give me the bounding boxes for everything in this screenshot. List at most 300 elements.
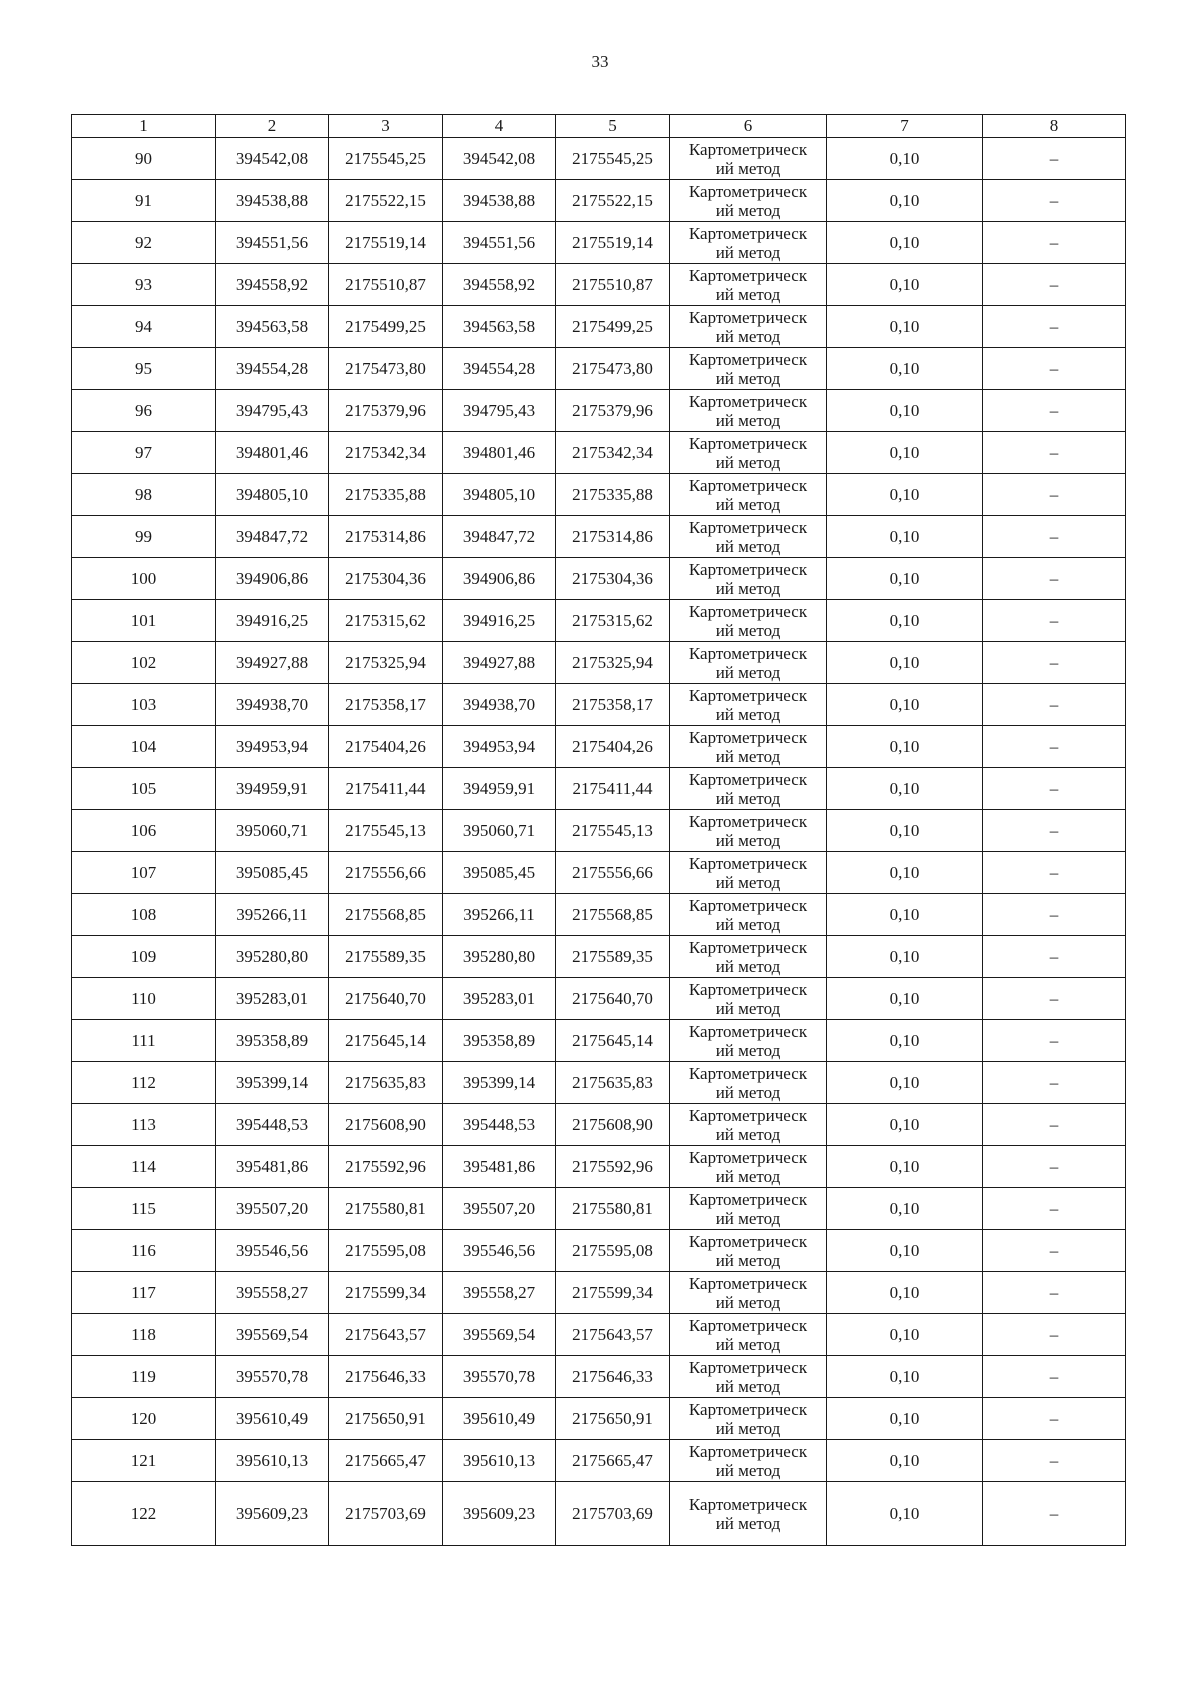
method-line: Картометрическ xyxy=(688,1231,808,1251)
point-number-cell: 109 xyxy=(72,936,216,978)
y-refined-cell: 2175510,87 xyxy=(556,264,670,306)
x-existing-cell: 394801,46 xyxy=(216,432,329,474)
method-line: Картометрическ xyxy=(688,391,808,411)
method-line: Картометрическ xyxy=(688,1147,808,1167)
method-line: Картометрическ xyxy=(688,1063,808,1083)
x-existing-cell: 394906,86 xyxy=(216,558,329,600)
point-number-cell: 120 xyxy=(72,1398,216,1440)
x-refined-cell: 394795,43 xyxy=(443,390,556,432)
x-existing-cell: 394795,43 xyxy=(216,390,329,432)
note-cell: – xyxy=(983,180,1126,222)
x-existing-cell: 394538,88 xyxy=(216,180,329,222)
method-cell xyxy=(670,1314,827,1356)
table-row xyxy=(72,1020,1126,1062)
accuracy-cell: 0,10 xyxy=(827,852,983,894)
column-header: 7 xyxy=(827,115,983,138)
method-line: Картометрическ xyxy=(688,139,808,159)
x-refined-cell: 394927,88 xyxy=(443,642,556,684)
column-header: 4 xyxy=(443,115,556,138)
x-existing-cell: 395609,23 xyxy=(216,1482,329,1546)
method-line: Картометрическ xyxy=(688,181,808,201)
x-existing-cell: 395266,11 xyxy=(216,894,329,936)
method-line: ий метод xyxy=(715,956,781,976)
y-existing-cell: 2175545,13 xyxy=(329,810,443,852)
point-number-cell: 92 xyxy=(72,222,216,264)
method-line: ий метод xyxy=(715,662,781,682)
accuracy-cell: 0,10 xyxy=(827,1398,983,1440)
note-cell: – xyxy=(983,1230,1126,1272)
x-refined-cell: 395448,53 xyxy=(443,1104,556,1146)
accuracy-cell: 0,10 xyxy=(827,1314,983,1356)
table-row xyxy=(72,1272,1126,1314)
note-cell: – xyxy=(983,1272,1126,1314)
y-existing-cell: 2175335,88 xyxy=(329,474,443,516)
method-cell xyxy=(670,894,827,936)
point-number-cell: 90 xyxy=(72,138,216,180)
method-line: ий метод xyxy=(715,704,781,724)
method-line: Картометрическ xyxy=(688,265,808,285)
y-refined-cell: 2175592,96 xyxy=(556,1146,670,1188)
x-existing-cell: 394916,25 xyxy=(216,600,329,642)
note-cell: – xyxy=(983,1020,1126,1062)
accuracy-cell: 0,10 xyxy=(827,684,983,726)
method-line: ий метод xyxy=(715,1460,781,1480)
y-refined-cell: 2175580,81 xyxy=(556,1188,670,1230)
table-row xyxy=(72,264,1126,306)
x-existing-cell: 395399,14 xyxy=(216,1062,329,1104)
x-existing-cell: 395280,80 xyxy=(216,936,329,978)
y-refined-cell: 2175358,17 xyxy=(556,684,670,726)
method-line: ий метод xyxy=(715,830,781,850)
method-line: ий метод xyxy=(715,494,781,514)
method-line: ий метод xyxy=(715,326,781,346)
method-line: Картометрическ xyxy=(688,601,808,621)
note-cell: – xyxy=(983,138,1126,180)
point-number-cell: 112 xyxy=(72,1062,216,1104)
y-refined-cell: 2175608,90 xyxy=(556,1104,670,1146)
method-line: ий метод xyxy=(715,578,781,598)
x-existing-cell: 395546,56 xyxy=(216,1230,329,1272)
method-line: ий метод xyxy=(715,368,781,388)
method-line: Картометрическ xyxy=(688,1189,808,1209)
point-number-cell: 117 xyxy=(72,1272,216,1314)
table-row xyxy=(72,306,1126,348)
table-row xyxy=(72,894,1126,936)
note-cell: – xyxy=(983,600,1126,642)
point-number-cell: 93 xyxy=(72,264,216,306)
accuracy-cell: 0,10 xyxy=(827,936,983,978)
note-cell: – xyxy=(983,264,1126,306)
y-existing-cell: 2175411,44 xyxy=(329,768,443,810)
method-cell xyxy=(670,978,827,1020)
column-header: 8 xyxy=(983,115,1126,138)
x-refined-cell: 394558,92 xyxy=(443,264,556,306)
accuracy-cell: 0,10 xyxy=(827,1188,983,1230)
note-cell: – xyxy=(983,726,1126,768)
y-refined-cell: 2175314,86 xyxy=(556,516,670,558)
method-cell xyxy=(670,138,827,180)
x-existing-cell: 394554,28 xyxy=(216,348,329,390)
x-existing-cell: 395507,20 xyxy=(216,1188,329,1230)
accuracy-cell: 0,10 xyxy=(827,1020,983,1062)
method-cell xyxy=(670,180,827,222)
table-row xyxy=(72,1356,1126,1398)
note-cell: – xyxy=(983,642,1126,684)
column-header: 1 xyxy=(72,115,216,138)
note-cell: – xyxy=(983,936,1126,978)
method-line: Картометрическ xyxy=(688,349,808,369)
x-existing-cell: 394551,56 xyxy=(216,222,329,264)
table-row xyxy=(72,180,1126,222)
table-row xyxy=(72,810,1126,852)
note-cell: – xyxy=(983,222,1126,264)
x-refined-cell: 394938,70 xyxy=(443,684,556,726)
y-existing-cell: 2175645,14 xyxy=(329,1020,443,1062)
note-cell: – xyxy=(983,1104,1126,1146)
y-refined-cell: 2175703,69 xyxy=(556,1482,670,1546)
table-row xyxy=(72,432,1126,474)
point-number-cell: 106 xyxy=(72,810,216,852)
method-line: Картометрическ xyxy=(688,979,808,999)
x-refined-cell: 395085,45 xyxy=(443,852,556,894)
x-existing-cell: 394938,70 xyxy=(216,684,329,726)
x-refined-cell: 395280,80 xyxy=(443,936,556,978)
point-number-cell: 122 xyxy=(72,1482,216,1546)
accuracy-cell: 0,10 xyxy=(827,894,983,936)
y-existing-cell: 2175589,35 xyxy=(329,936,443,978)
x-existing-cell: 395610,13 xyxy=(216,1440,329,1482)
y-refined-cell: 2175545,25 xyxy=(556,138,670,180)
y-refined-cell: 2175304,36 xyxy=(556,558,670,600)
y-refined-cell: 2175315,62 xyxy=(556,600,670,642)
accuracy-cell: 0,10 xyxy=(827,1104,983,1146)
y-refined-cell: 2175665,47 xyxy=(556,1440,670,1482)
y-existing-cell: 2175646,33 xyxy=(329,1356,443,1398)
note-cell: – xyxy=(983,432,1126,474)
point-number-cell: 104 xyxy=(72,726,216,768)
column-header: 5 xyxy=(556,115,670,138)
x-refined-cell: 394554,28 xyxy=(443,348,556,390)
method-cell xyxy=(670,726,827,768)
x-existing-cell: 395448,53 xyxy=(216,1104,329,1146)
method-line: Картометрическ xyxy=(688,1441,808,1461)
method-line: ий метод xyxy=(715,1376,781,1396)
accuracy-cell: 0,10 xyxy=(827,1440,983,1482)
y-refined-cell: 2175568,85 xyxy=(556,894,670,936)
point-number-cell: 96 xyxy=(72,390,216,432)
note-cell: – xyxy=(983,978,1126,1020)
accuracy-cell: 0,10 xyxy=(827,1230,983,1272)
y-existing-cell: 2175325,94 xyxy=(329,642,443,684)
y-existing-cell: 2175592,96 xyxy=(329,1146,443,1188)
column-header: 6 xyxy=(670,115,827,138)
method-line: ий метод xyxy=(715,788,781,808)
table-row xyxy=(72,1398,1126,1440)
coordinates-table xyxy=(71,114,1126,1546)
table-row xyxy=(72,348,1126,390)
y-refined-cell: 2175545,13 xyxy=(556,810,670,852)
x-refined-cell: 395570,78 xyxy=(443,1356,556,1398)
method-line: Картометрическ xyxy=(688,475,808,495)
accuracy-cell: 0,10 xyxy=(827,726,983,768)
table-row xyxy=(72,600,1126,642)
accuracy-cell: 0,10 xyxy=(827,1272,983,1314)
method-line: ий метод xyxy=(715,284,781,304)
x-refined-cell: 395609,23 xyxy=(443,1482,556,1546)
method-line: ий метод xyxy=(715,1250,781,1270)
method-cell xyxy=(670,1398,827,1440)
y-existing-cell: 2175499,25 xyxy=(329,306,443,348)
method-cell xyxy=(670,1440,827,1482)
point-number-cell: 103 xyxy=(72,684,216,726)
y-existing-cell: 2175519,14 xyxy=(329,222,443,264)
x-refined-cell: 394801,46 xyxy=(443,432,556,474)
accuracy-cell: 0,10 xyxy=(827,474,983,516)
method-line: Картометрическ xyxy=(688,895,808,915)
note-cell: – xyxy=(983,558,1126,600)
point-number-cell: 111 xyxy=(72,1020,216,1062)
method-cell xyxy=(670,936,827,978)
accuracy-cell: 0,10 xyxy=(827,180,983,222)
y-refined-cell: 2175411,44 xyxy=(556,768,670,810)
note-cell: – xyxy=(983,1188,1126,1230)
y-refined-cell: 2175599,34 xyxy=(556,1272,670,1314)
x-refined-cell: 395399,14 xyxy=(443,1062,556,1104)
method-line: ий метод xyxy=(715,200,781,220)
method-cell xyxy=(670,1272,827,1314)
point-number-cell: 95 xyxy=(72,348,216,390)
note-cell: – xyxy=(983,1314,1126,1356)
y-existing-cell: 2175665,47 xyxy=(329,1440,443,1482)
x-refined-cell: 395283,01 xyxy=(443,978,556,1020)
note-cell: – xyxy=(983,1398,1126,1440)
method-line: Картометрическ xyxy=(688,1494,808,1514)
y-refined-cell: 2175522,15 xyxy=(556,180,670,222)
method-cell xyxy=(670,1188,827,1230)
point-number-cell: 108 xyxy=(72,894,216,936)
method-cell xyxy=(670,1020,827,1062)
accuracy-cell: 0,10 xyxy=(827,1356,983,1398)
accuracy-cell: 0,10 xyxy=(827,1482,983,1546)
method-line: ий метод xyxy=(715,1292,781,1312)
method-line: Картометрическ xyxy=(688,643,808,663)
accuracy-cell: 0,10 xyxy=(827,600,983,642)
y-existing-cell: 2175640,70 xyxy=(329,978,443,1020)
y-existing-cell: 2175635,83 xyxy=(329,1062,443,1104)
x-refined-cell: 394805,10 xyxy=(443,474,556,516)
method-line: ий метод xyxy=(715,914,781,934)
method-line: ий метод xyxy=(715,452,781,472)
note-cell: – xyxy=(983,1146,1126,1188)
method-cell xyxy=(670,432,827,474)
x-existing-cell: 394558,92 xyxy=(216,264,329,306)
x-refined-cell: 394538,88 xyxy=(443,180,556,222)
accuracy-cell: 0,10 xyxy=(827,138,983,180)
method-cell xyxy=(670,684,827,726)
method-line: Картометрическ xyxy=(688,1399,808,1419)
y-existing-cell: 2175595,08 xyxy=(329,1230,443,1272)
point-number-cell: 114 xyxy=(72,1146,216,1188)
x-refined-cell: 395546,56 xyxy=(443,1230,556,1272)
x-existing-cell: 395569,54 xyxy=(216,1314,329,1356)
y-refined-cell: 2175645,14 xyxy=(556,1020,670,1062)
y-existing-cell: 2175556,66 xyxy=(329,852,443,894)
note-cell: – xyxy=(983,1356,1126,1398)
table-row xyxy=(72,852,1126,894)
method-line: ий метод xyxy=(715,620,781,640)
table-row xyxy=(72,1188,1126,1230)
y-existing-cell: 2175315,62 xyxy=(329,600,443,642)
x-existing-cell: 394847,72 xyxy=(216,516,329,558)
y-refined-cell: 2175325,94 xyxy=(556,642,670,684)
y-refined-cell: 2175556,66 xyxy=(556,852,670,894)
y-existing-cell: 2175404,26 xyxy=(329,726,443,768)
method-line: Картометрическ xyxy=(688,1357,808,1377)
y-existing-cell: 2175358,17 xyxy=(329,684,443,726)
point-number-cell: 98 xyxy=(72,474,216,516)
method-line: Картометрическ xyxy=(688,1273,808,1293)
y-existing-cell: 2175342,34 xyxy=(329,432,443,474)
point-number-cell: 94 xyxy=(72,306,216,348)
method-cell xyxy=(670,1062,827,1104)
x-existing-cell: 395610,49 xyxy=(216,1398,329,1440)
accuracy-cell: 0,10 xyxy=(827,516,983,558)
method-cell xyxy=(670,1146,827,1188)
method-line: ий метод xyxy=(715,1334,781,1354)
x-existing-cell: 395283,01 xyxy=(216,978,329,1020)
point-number-cell: 102 xyxy=(72,642,216,684)
method-line: Картометрическ xyxy=(688,1315,808,1335)
note-cell: – xyxy=(983,768,1126,810)
x-refined-cell: 395266,11 xyxy=(443,894,556,936)
y-refined-cell: 2175342,34 xyxy=(556,432,670,474)
note-cell: – xyxy=(983,306,1126,348)
method-line: Картометрическ xyxy=(688,559,808,579)
method-cell xyxy=(670,1482,827,1546)
y-existing-cell: 2175522,15 xyxy=(329,180,443,222)
accuracy-cell: 0,10 xyxy=(827,264,983,306)
y-refined-cell: 2175519,14 xyxy=(556,222,670,264)
method-line: ий метод xyxy=(715,536,781,556)
method-line: Картометрическ xyxy=(688,307,808,327)
method-line: Картометрическ xyxy=(688,223,808,243)
x-refined-cell: 394916,25 xyxy=(443,600,556,642)
x-refined-cell: 395558,27 xyxy=(443,1272,556,1314)
column-header: 3 xyxy=(329,115,443,138)
x-existing-cell: 395358,89 xyxy=(216,1020,329,1062)
table-header-row xyxy=(72,115,1126,138)
method-line: Картометрическ xyxy=(688,1105,808,1125)
y-refined-cell: 2175404,26 xyxy=(556,726,670,768)
method-line: Картометрическ xyxy=(688,811,808,831)
point-number-cell: 110 xyxy=(72,978,216,1020)
y-refined-cell: 2175335,88 xyxy=(556,474,670,516)
y-existing-cell: 2175473,80 xyxy=(329,348,443,390)
accuracy-cell: 0,10 xyxy=(827,306,983,348)
accuracy-cell: 0,10 xyxy=(827,1062,983,1104)
y-refined-cell: 2175473,80 xyxy=(556,348,670,390)
table-row xyxy=(72,516,1126,558)
method-line: ий метод xyxy=(715,242,781,262)
y-refined-cell: 2175646,33 xyxy=(556,1356,670,1398)
method-line: Картометрическ xyxy=(688,685,808,705)
method-cell xyxy=(670,348,827,390)
method-line: Картометрическ xyxy=(688,769,808,789)
method-cell xyxy=(670,852,827,894)
note-cell: – xyxy=(983,852,1126,894)
note-cell: – xyxy=(983,1482,1126,1546)
y-refined-cell: 2175589,35 xyxy=(556,936,670,978)
column-header: 2 xyxy=(216,115,329,138)
table-row xyxy=(72,1482,1126,1546)
accuracy-cell: 0,10 xyxy=(827,810,983,852)
method-line: ий метод xyxy=(715,1040,781,1060)
y-existing-cell: 2175599,34 xyxy=(329,1272,443,1314)
point-number-cell: 99 xyxy=(72,516,216,558)
accuracy-cell: 0,10 xyxy=(827,432,983,474)
method-cell xyxy=(670,1356,827,1398)
x-refined-cell: 394847,72 xyxy=(443,516,556,558)
x-refined-cell: 395610,13 xyxy=(443,1440,556,1482)
note-cell: – xyxy=(983,348,1126,390)
table-row xyxy=(72,1146,1126,1188)
method-line: Картометрическ xyxy=(688,937,808,957)
table-row xyxy=(72,1104,1126,1146)
x-refined-cell: 394551,56 xyxy=(443,222,556,264)
method-line: ий метод xyxy=(715,410,781,430)
point-number-cell: 116 xyxy=(72,1230,216,1272)
table-row xyxy=(72,684,1126,726)
x-existing-cell: 394542,08 xyxy=(216,138,329,180)
method-cell xyxy=(670,306,827,348)
method-line: ий метод xyxy=(715,998,781,1018)
method-cell xyxy=(670,558,827,600)
table-row xyxy=(72,768,1126,810)
y-existing-cell: 2175650,91 xyxy=(329,1398,443,1440)
method-line: ий метод xyxy=(715,1513,781,1533)
table-row xyxy=(72,474,1126,516)
method-line: ий метод xyxy=(715,1124,781,1144)
method-cell xyxy=(670,1104,827,1146)
method-cell xyxy=(670,264,827,306)
y-existing-cell: 2175580,81 xyxy=(329,1188,443,1230)
method-line: Картометрическ xyxy=(688,433,808,453)
x-existing-cell: 395570,78 xyxy=(216,1356,329,1398)
y-refined-cell: 2175650,91 xyxy=(556,1398,670,1440)
y-existing-cell: 2175703,69 xyxy=(329,1482,443,1546)
accuracy-cell: 0,10 xyxy=(827,390,983,432)
table-row xyxy=(72,1314,1126,1356)
y-existing-cell: 2175304,36 xyxy=(329,558,443,600)
y-refined-cell: 2175643,57 xyxy=(556,1314,670,1356)
method-cell xyxy=(670,474,827,516)
accuracy-cell: 0,10 xyxy=(827,348,983,390)
x-refined-cell: 394906,86 xyxy=(443,558,556,600)
method-cell xyxy=(670,390,827,432)
method-line: Картометрическ xyxy=(688,517,808,537)
table-row xyxy=(72,1440,1126,1482)
x-existing-cell: 394953,94 xyxy=(216,726,329,768)
method-cell xyxy=(670,768,827,810)
x-refined-cell: 394542,08 xyxy=(443,138,556,180)
method-line: ий метод xyxy=(715,1166,781,1186)
point-number-cell: 119 xyxy=(72,1356,216,1398)
table-row xyxy=(72,138,1126,180)
table-row xyxy=(72,978,1126,1020)
note-cell: – xyxy=(983,810,1126,852)
table-row xyxy=(72,1230,1126,1272)
table-row xyxy=(72,558,1126,600)
